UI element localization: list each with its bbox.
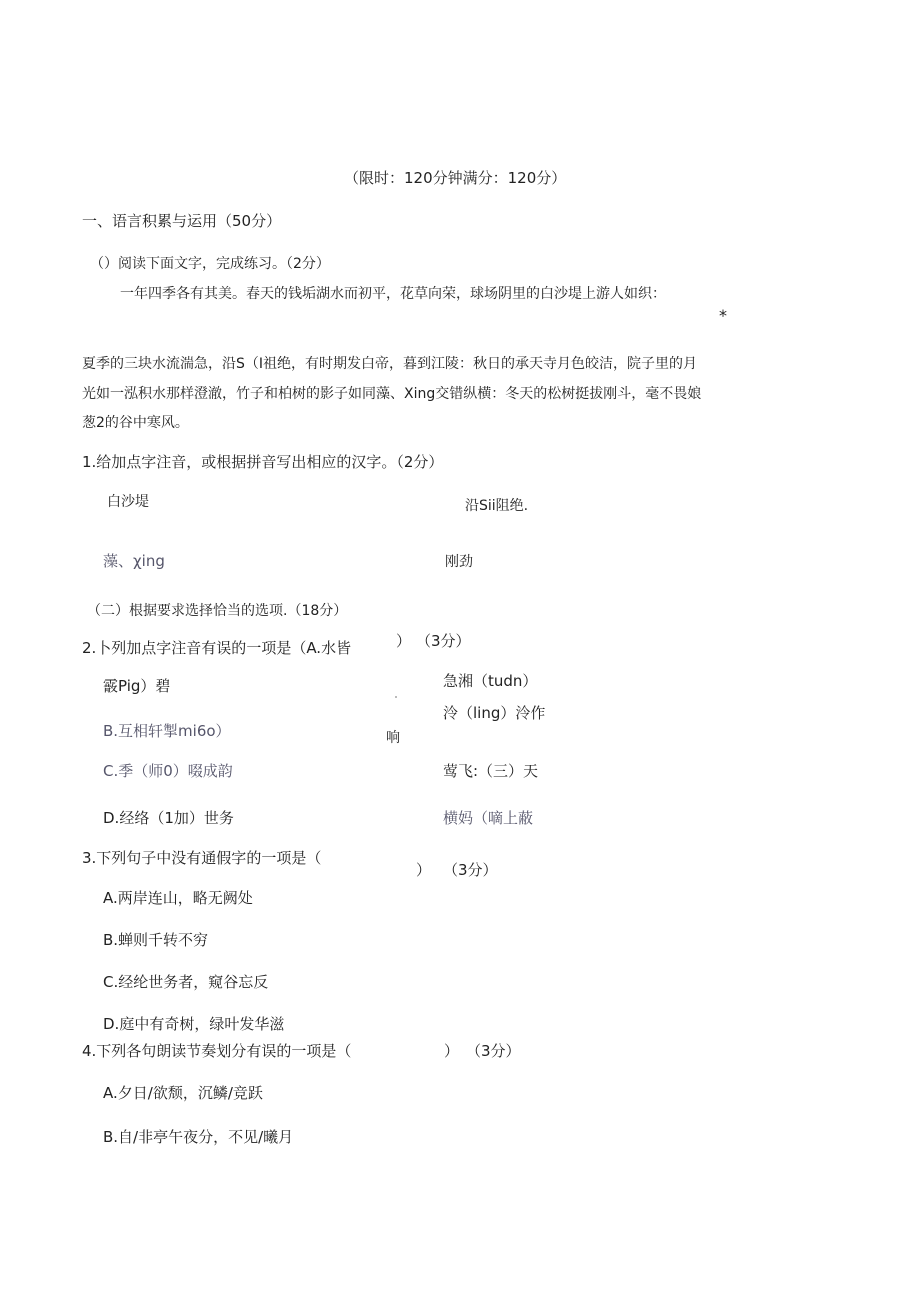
question-score: （3分） bbox=[466, 1042, 521, 1060]
option-b: B.自/非亭午夜分，不见/曦月 bbox=[103, 1128, 294, 1146]
option-c-right: 莺飞:（三）天 bbox=[443, 762, 539, 780]
page-title: （限时：120分钟满分：120分） bbox=[344, 169, 567, 187]
answer-item: 刚劲 bbox=[445, 554, 473, 570]
question-stem: 4.下列各句朗读节奏划分有误的一项是（ bbox=[82, 1042, 352, 1060]
paren-close: ） bbox=[416, 861, 432, 879]
option-b-left: B.互相轩掣mi6o） bbox=[103, 722, 231, 740]
option-a-left: 霰Pig）碧 bbox=[103, 677, 171, 695]
option-d-left: D.经络（1加）世务 bbox=[103, 809, 234, 827]
question-stem: 1.给加点字注音，或根据拼音写出相应的汉字。（2分） bbox=[82, 453, 444, 471]
question-stem: 2.卜列加点字注音有误的一项是（A.水皆 bbox=[82, 639, 352, 657]
option-a-right: 急湘（tudn） bbox=[443, 672, 538, 690]
passage-line: 夏季的三块水流湍急，沿S（I祖绝，有时期发白帝，暮到江陵：秋日的承天寺月色皎洁，院子里的月 bbox=[82, 356, 698, 372]
question-score: （3分） bbox=[416, 632, 471, 650]
answer-item: 藻、χing bbox=[103, 552, 165, 570]
passage-line: 一年四季各有其美。春天的钱垢湖水而初平，花草向荣，球场阴里的白沙堤上游人如织： bbox=[120, 286, 666, 302]
question-score: （3分） bbox=[443, 861, 498, 879]
option-d-clipped bbox=[103, 1014, 323, 1033]
option-b-right: 响 bbox=[386, 730, 400, 746]
option-a: A.两岸连山，略无阙处 bbox=[103, 889, 253, 907]
option-c: C.经纶世务者，窥谷忘反 bbox=[103, 973, 269, 991]
option-d-right: 横妈（嘀上蔽 bbox=[443, 809, 534, 827]
option-a: A.夕日/欲颓，沉鳞/竞跃 bbox=[103, 1084, 263, 1102]
section-heading: 一、语言积累与运用（50分） bbox=[82, 212, 282, 230]
option-c-left: C.季（师0）啜成韵 bbox=[103, 762, 233, 780]
question-stem: 3.下列句子中没有通假字的一项是（ bbox=[82, 849, 322, 867]
paren-close: ） bbox=[444, 1042, 460, 1060]
part-heading: （）阅读下面文字，完成练习。（2分） bbox=[90, 256, 330, 272]
passage-line: 光如一泓积水那样澄澈，竹子和柏树的影子如同藻、Xing交错纵横：冬天的松树挺拔刚斗，毫不畏娘 bbox=[82, 386, 702, 402]
star-mark: * bbox=[719, 306, 727, 325]
passage-line: 葱2的谷中寒风。 bbox=[82, 415, 189, 431]
option-b: B.蝉则千转不穷 bbox=[103, 931, 209, 949]
option-b-right-top: 泠（ling）泠作 bbox=[443, 704, 546, 722]
option-d: D.庭中有奇树，绿叶发华滋 bbox=[103, 1015, 285, 1033]
answer-item: 白沙堤 bbox=[107, 494, 149, 510]
paren-close: ） bbox=[396, 632, 412, 650]
speck bbox=[395, 696, 397, 698]
part-heading: （二）根据要求选择恰当的选项.（18分） bbox=[87, 603, 348, 619]
answer-item: 沿Sii阻绝. bbox=[465, 498, 529, 514]
